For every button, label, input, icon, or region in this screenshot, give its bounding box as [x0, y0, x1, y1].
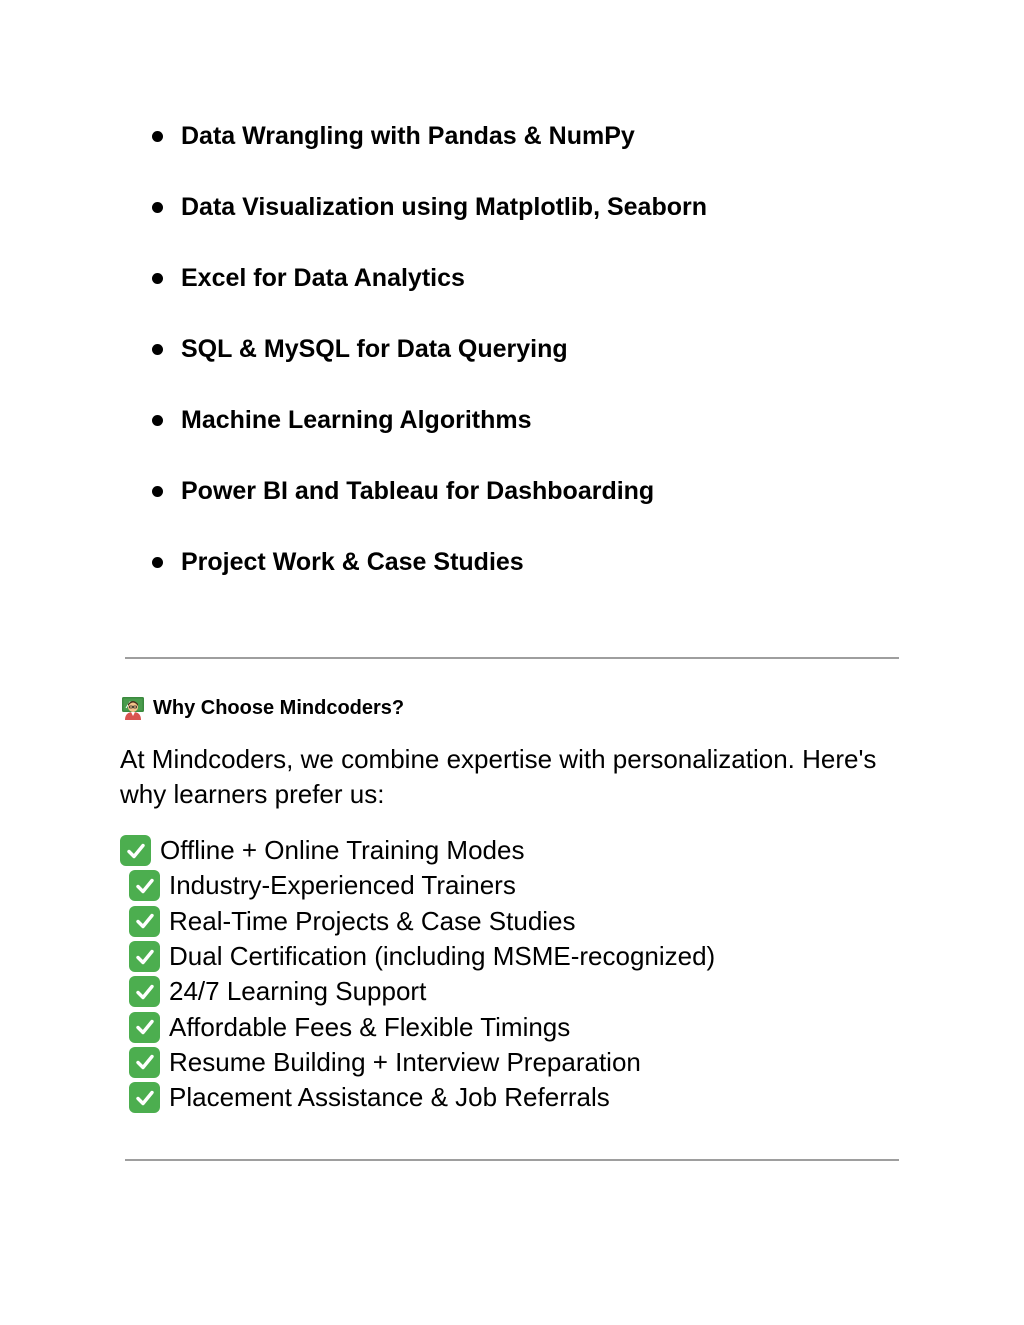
bullet-icon: [152, 131, 163, 142]
list-item-label: Machine Learning Algorithms: [181, 406, 532, 434]
check-mark-icon: [129, 1047, 160, 1078]
list-item-label: Resume Building + Interview Preparation: [169, 1046, 641, 1077]
list-item: [152, 544, 707, 615]
teacher-icon: [121, 696, 145, 720]
check-mark-icon: [129, 1082, 160, 1113]
check-mark-icon: [120, 835, 151, 866]
list-item: [120, 1009, 715, 1044]
check-mark-icon: [129, 1012, 160, 1043]
list-item: [120, 1080, 715, 1115]
list-item-label: Affordable Fees & Flexible Timings: [169, 1011, 571, 1042]
list-item: [120, 939, 715, 974]
list-item-label: Industry-Experienced Trainers: [169, 870, 516, 901]
check-mark-icon: [129, 976, 160, 1007]
module-list: [152, 118, 707, 615]
bullet-icon: [152, 273, 163, 284]
list-item-label: Data Visualization using Matplotlib, Seaborn: [181, 193, 707, 221]
bullet-icon: [152, 344, 163, 355]
list-item-label: Real-Time Projects & Case Studies: [169, 905, 576, 936]
list-item: [120, 1045, 715, 1080]
feature-list: [120, 833, 715, 1115]
divider: [125, 1159, 899, 1161]
list-item-label: Data Wrangling with Pandas & NumPy: [181, 122, 635, 150]
list-item: [120, 904, 715, 939]
list-item-label: Project Work & Case Studies: [181, 548, 524, 576]
list-item-label: Excel for Data Analytics: [181, 264, 465, 292]
divider: [125, 657, 899, 659]
check-mark-icon: [129, 870, 160, 901]
list-item-label: Offline + Online Training Modes: [160, 835, 525, 866]
list-item: [152, 473, 707, 544]
bullet-icon: [152, 557, 163, 568]
list-item: [152, 260, 707, 331]
list-item-label: Placement Assistance & Job Referrals: [169, 1082, 610, 1113]
list-item-label: Dual Certification (including MSME-recognized): [169, 941, 716, 972]
list-item-label: 24/7 Learning Support: [169, 976, 427, 1007]
section-heading: [121, 694, 404, 722]
list-item: [152, 118, 707, 189]
intro-paragraph: At Mindcoders, we combine expertise with personalization. Here's why learners prefer us:: [120, 744, 877, 809]
list-item: [152, 402, 707, 473]
list-item-label: SQL & MySQL for Data Querying: [181, 335, 568, 363]
check-mark-icon: [129, 941, 160, 972]
list-item: [152, 189, 707, 260]
list-item: [152, 331, 707, 402]
check-mark-icon: [129, 906, 160, 937]
bullet-icon: [152, 415, 163, 426]
list-item: [120, 974, 715, 1009]
bullet-icon: [152, 486, 163, 497]
list-item: [120, 833, 715, 868]
bullet-icon: [152, 202, 163, 213]
list-item: [120, 868, 715, 903]
list-item-label: Power BI and Tableau for Dashboarding: [181, 477, 655, 505]
section-heading-text: Why Choose Mindcoders?: [153, 696, 405, 719]
